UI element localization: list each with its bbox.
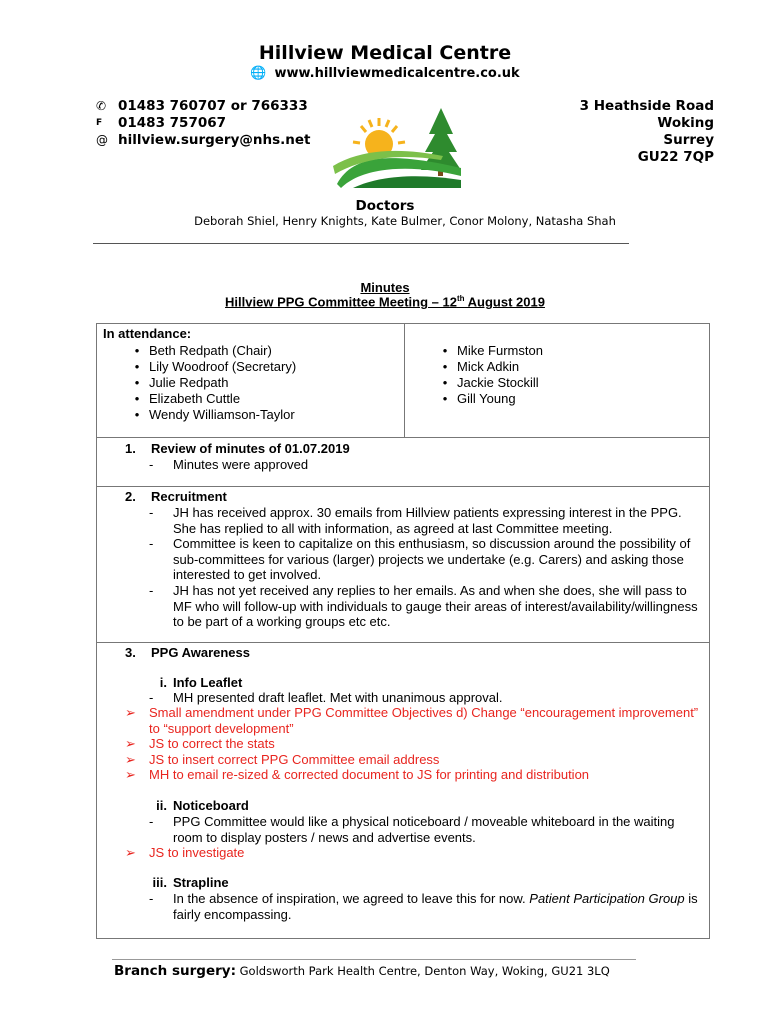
arrow-icon: ➢ <box>125 752 136 767</box>
item-text: MH presented draft leaflet. Met with unanimous approval. <box>173 690 503 705</box>
phone-icon: ✆ <box>96 99 107 113</box>
section-ppg-awareness <box>96 642 710 939</box>
item-text: JH has received approx. 30 emails from Hillview patients expressing interest in the PPG. She has replied to all with information, as agreed at last Committee meeting. <box>173 505 682 536</box>
footer-text: Goldsworth Park Health Centre, Denton Way, Woking, GU21 3LQ <box>235 964 610 978</box>
attendance-box <box>96 323 710 438</box>
hills-icon <box>333 151 461 188</box>
fax-row <box>96 115 311 132</box>
list-item: - MH presented draft leaflet. Met with unanimous approval. <box>149 690 699 706</box>
arrow-icon: ➢ <box>125 845 136 860</box>
list-item: - Committee is keen to capitalize on this enthusiasm, so discussion around the possibility of sub-committees for various (larger) projects we undertake (e.g. Carers) and asking those interested to get involved. <box>149 536 699 583</box>
minutes-heading: Minutes <box>360 280 410 295</box>
email-address[interactable]: hillview.surgery@nhs.net <box>118 132 311 148</box>
list-item: • Julie Redpath <box>149 375 296 391</box>
list-item: • Lily Woodroof (Secretary) <box>149 359 296 375</box>
meeting-heading-date: August 2019 <box>464 294 545 310</box>
list-item: • Jackie Stockill <box>457 375 543 391</box>
list-item: - Minutes were approved <box>149 457 699 473</box>
list-item: • Beth Redpath (Chair) <box>149 343 296 359</box>
arrow-icon: ➢ <box>125 736 136 751</box>
meeting-heading <box>0 294 770 309</box>
subsection-numeral: i. <box>159 675 167 690</box>
section-heading <box>125 489 227 504</box>
phone-row <box>96 98 311 115</box>
address-line: Woking <box>657 115 714 131</box>
list-item: • Wendy Williamson-Taylor <box>149 407 296 423</box>
address-block <box>580 98 714 166</box>
website-link[interactable]: www.hillviewmedicalcentre.co.uk <box>274 66 520 81</box>
section-title: PPG Awareness <box>151 645 250 660</box>
action-text: JS to correct the stats <box>149 736 275 751</box>
action-text: JS to investigate <box>149 845 245 860</box>
arrow-icon: ➢ <box>125 705 136 720</box>
website-line <box>0 66 770 81</box>
section-recruitment <box>96 486 710 643</box>
at-icon: @ <box>96 133 108 147</box>
list-item: - JH has not yet received any replies to her emails. As and when she does, she will pass to MF who will follow-up with individuals to gauge their areas of interest/availability/willingness to be part of a working groups etc etc. <box>149 583 698 629</box>
action-item <box>125 736 699 752</box>
subsection-numeral: iii. <box>152 875 167 890</box>
section-title: Review of minutes of 01.07.2019 <box>151 441 350 456</box>
fax-icon: F <box>96 118 103 128</box>
meeting-heading-sup: th <box>456 294 465 303</box>
address-line: Surrey <box>663 132 714 148</box>
subsection-title: Strapline <box>173 875 229 890</box>
list-item: • Mick Adkin <box>457 359 543 375</box>
section-number: 3. <box>125 645 136 660</box>
practice-logo <box>333 104 461 188</box>
subsection-numeral: ii. <box>156 798 167 813</box>
address-line: GU22 7QP <box>637 149 714 165</box>
doctors-list: Deborah Shiel, Henry Knights, Kate Bulmer, Conor Molony, Natasha Shah <box>194 214 616 228</box>
item-text: Committee is keen to capitalize on this enthusiasm, so discussion around the possibility of sub-committees for various (larger) projects we undertake (e.g. Carers) and asking those interested to get involved. <box>173 536 691 582</box>
list-item: - In the absence of inspiration, we agreed to leave this for now. Patient Participation Group is fairly encompassing. <box>149 891 698 922</box>
item-text: Minutes were approved <box>173 457 309 472</box>
attendance-heading: In attendance: <box>103 326 192 341</box>
section-heading <box>125 645 250 660</box>
page-title: Hillview Medical Centre <box>258 42 512 64</box>
list-item: - JH has received approx. 30 emails from Hillview patients expressing interest in the PPG. She has replied to all with information, as agreed at last Committee meeting. <box>149 505 699 536</box>
action-text: MH to email re-sized & corrected document to JS for printing and distribution <box>149 767 590 782</box>
address-line: 3 Heathside Road <box>579 98 714 114</box>
footer-label: Branch surgery: <box>114 963 236 979</box>
arrow-icon: ➢ <box>125 767 136 782</box>
section-number: 2. <box>125 489 136 504</box>
doctors-heading: Doctors <box>355 198 415 214</box>
action-item <box>125 845 699 861</box>
list-item: - PPG Committee would like a physical noticeboard / moveable whiteboard in the waiting room to display posters / news and advertise events. <box>149 814 699 845</box>
footer <box>114 963 610 979</box>
item-text: In the absence of inspiration, we agreed to leave this for now. Patient Participation Group is fairly encompassing. <box>173 891 698 922</box>
globe-icon: 🌐 <box>250 66 267 81</box>
section-review <box>96 437 710 487</box>
section-number: 1. <box>125 441 136 456</box>
section-heading <box>125 441 350 456</box>
email-row <box>96 132 311 149</box>
header-divider <box>93 243 629 244</box>
footer-divider <box>112 959 636 960</box>
action-text: JS to insert correct PPG Committee email address <box>149 752 440 767</box>
meeting-heading-text: Hillview PPG Committee Meeting – 12 <box>225 294 457 310</box>
action-text: Small amendment under PPG Committee Objectives d) Change “encouragement improvement” to “support development” <box>149 705 699 736</box>
column-divider <box>404 324 405 437</box>
contact-block <box>96 98 311 149</box>
fax-number: 01483 757067 <box>118 115 227 131</box>
item-text: JH has not yet received any replies to her emails. As and when she does, she will pass to MF who will follow-up with individuals to gauge their areas of interest/availability/willingness to be part of a working groups etc etc. <box>173 583 698 629</box>
list-item: • Mike Furmston <box>457 343 543 359</box>
action-item <box>125 767 699 783</box>
phone-number[interactable]: 01483 760707 or 766333 <box>118 98 308 114</box>
list-item: • Elizabeth Cuttle <box>149 391 296 407</box>
subsection-title: Info Leaflet <box>173 675 243 690</box>
attendee-list-left <box>149 343 296 423</box>
action-item <box>125 752 699 768</box>
list-item: • Gill Young <box>457 391 543 407</box>
section-title: Recruitment <box>151 489 227 504</box>
attendee-list-right <box>457 343 543 407</box>
subsection-title: Noticeboard <box>173 798 249 813</box>
action-item <box>125 705 699 736</box>
item-text: PPG Committee would like a physical noticeboard / moveable whiteboard in the waiting room to display posters / news and advertise events. <box>173 814 675 845</box>
